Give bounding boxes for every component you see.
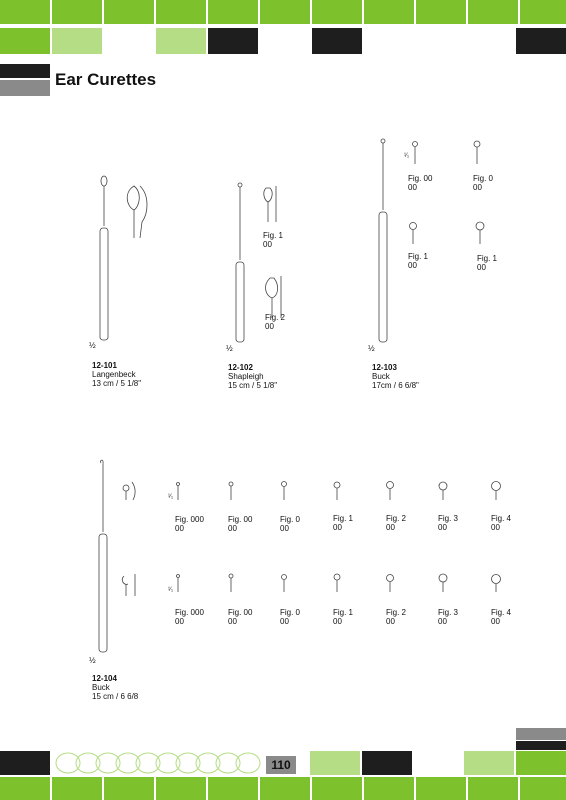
fig-label: Fig. 4 00 bbox=[491, 608, 512, 626]
fig-label: Fig. 1 00 bbox=[333, 608, 354, 626]
fig-label: Fig. 2 00 bbox=[386, 514, 407, 532]
product-label-12-104 bbox=[92, 674, 138, 701]
fig-label: Fig. 0 00 bbox=[473, 174, 494, 192]
product-name: Buck bbox=[372, 372, 390, 381]
product-code: 12-103 bbox=[372, 363, 397, 372]
fig-label: Fig. 4 00 bbox=[491, 514, 512, 532]
scale-mark-small: ¹⁄₁ bbox=[168, 587, 174, 593]
product-name: Shapleigh bbox=[228, 372, 264, 381]
buck-row2-fig-drawings bbox=[177, 574, 501, 592]
scale-mark-small: ¹⁄₁ bbox=[404, 153, 410, 159]
product-label-12-101 bbox=[92, 361, 141, 388]
fig-label: Fig. 00 00 bbox=[228, 515, 253, 533]
fig-label: Fig. 00 00 bbox=[408, 174, 433, 192]
product-code: 12-102 bbox=[228, 363, 253, 372]
product-name: Buck bbox=[92, 683, 110, 692]
fig-label: Fig. 1 00 bbox=[408, 252, 429, 270]
scale-mark-small: ¹⁄₁ bbox=[168, 494, 174, 500]
fig-label: Fig. 3 00 bbox=[438, 514, 459, 532]
fig-label: Fig. 0 00 bbox=[280, 608, 301, 626]
fig-label: Fig. 000 00 bbox=[175, 515, 204, 533]
scale-mark: ½ bbox=[89, 341, 96, 350]
product-size: 17cm / 6 6/8" bbox=[372, 381, 419, 390]
fig-label: Fig. 000 00 bbox=[175, 608, 204, 626]
fig-label: Fig. 2 00 bbox=[386, 608, 407, 626]
decorative-rings bbox=[54, 751, 262, 775]
fig-label: Fig. 00 00 bbox=[228, 608, 253, 626]
fig-label: Fig. 0 00 bbox=[280, 515, 301, 533]
product-name: Langenbeck bbox=[92, 370, 136, 379]
product-code: 12-104 bbox=[92, 674, 117, 683]
fig-label: Fig. 1 00 bbox=[477, 254, 498, 272]
product-size: 13 cm / 5 1/8" bbox=[92, 379, 142, 388]
product-label-12-102 bbox=[228, 363, 277, 390]
product-size: 15 cm / 6 6/8 bbox=[92, 692, 139, 701]
curette-buck-15-drawing bbox=[99, 460, 135, 652]
fig-label: Fig. 2 00 bbox=[265, 313, 286, 331]
scale-mark: ½ bbox=[226, 344, 233, 353]
fig-label: Fig. 3 00 bbox=[438, 608, 459, 626]
curette-langenbeck-drawing bbox=[100, 176, 147, 340]
fig-label: Fig. 1 00 bbox=[333, 514, 354, 532]
scale-mark: ½ bbox=[368, 344, 375, 353]
fig-label: Fig. 1 00 bbox=[263, 231, 284, 249]
page-title: Ear Curettes bbox=[55, 70, 157, 89]
page-number: 110 bbox=[266, 756, 296, 774]
product-code: 12-101 bbox=[92, 361, 117, 370]
product-size: 15 cm / 5 1/8" bbox=[228, 381, 278, 390]
buck-row1-fig-drawings bbox=[177, 482, 501, 501]
scale-mark: ½ bbox=[89, 656, 96, 665]
curette-buck-17-drawing bbox=[379, 139, 484, 342]
product-label-12-103 bbox=[372, 363, 419, 390]
